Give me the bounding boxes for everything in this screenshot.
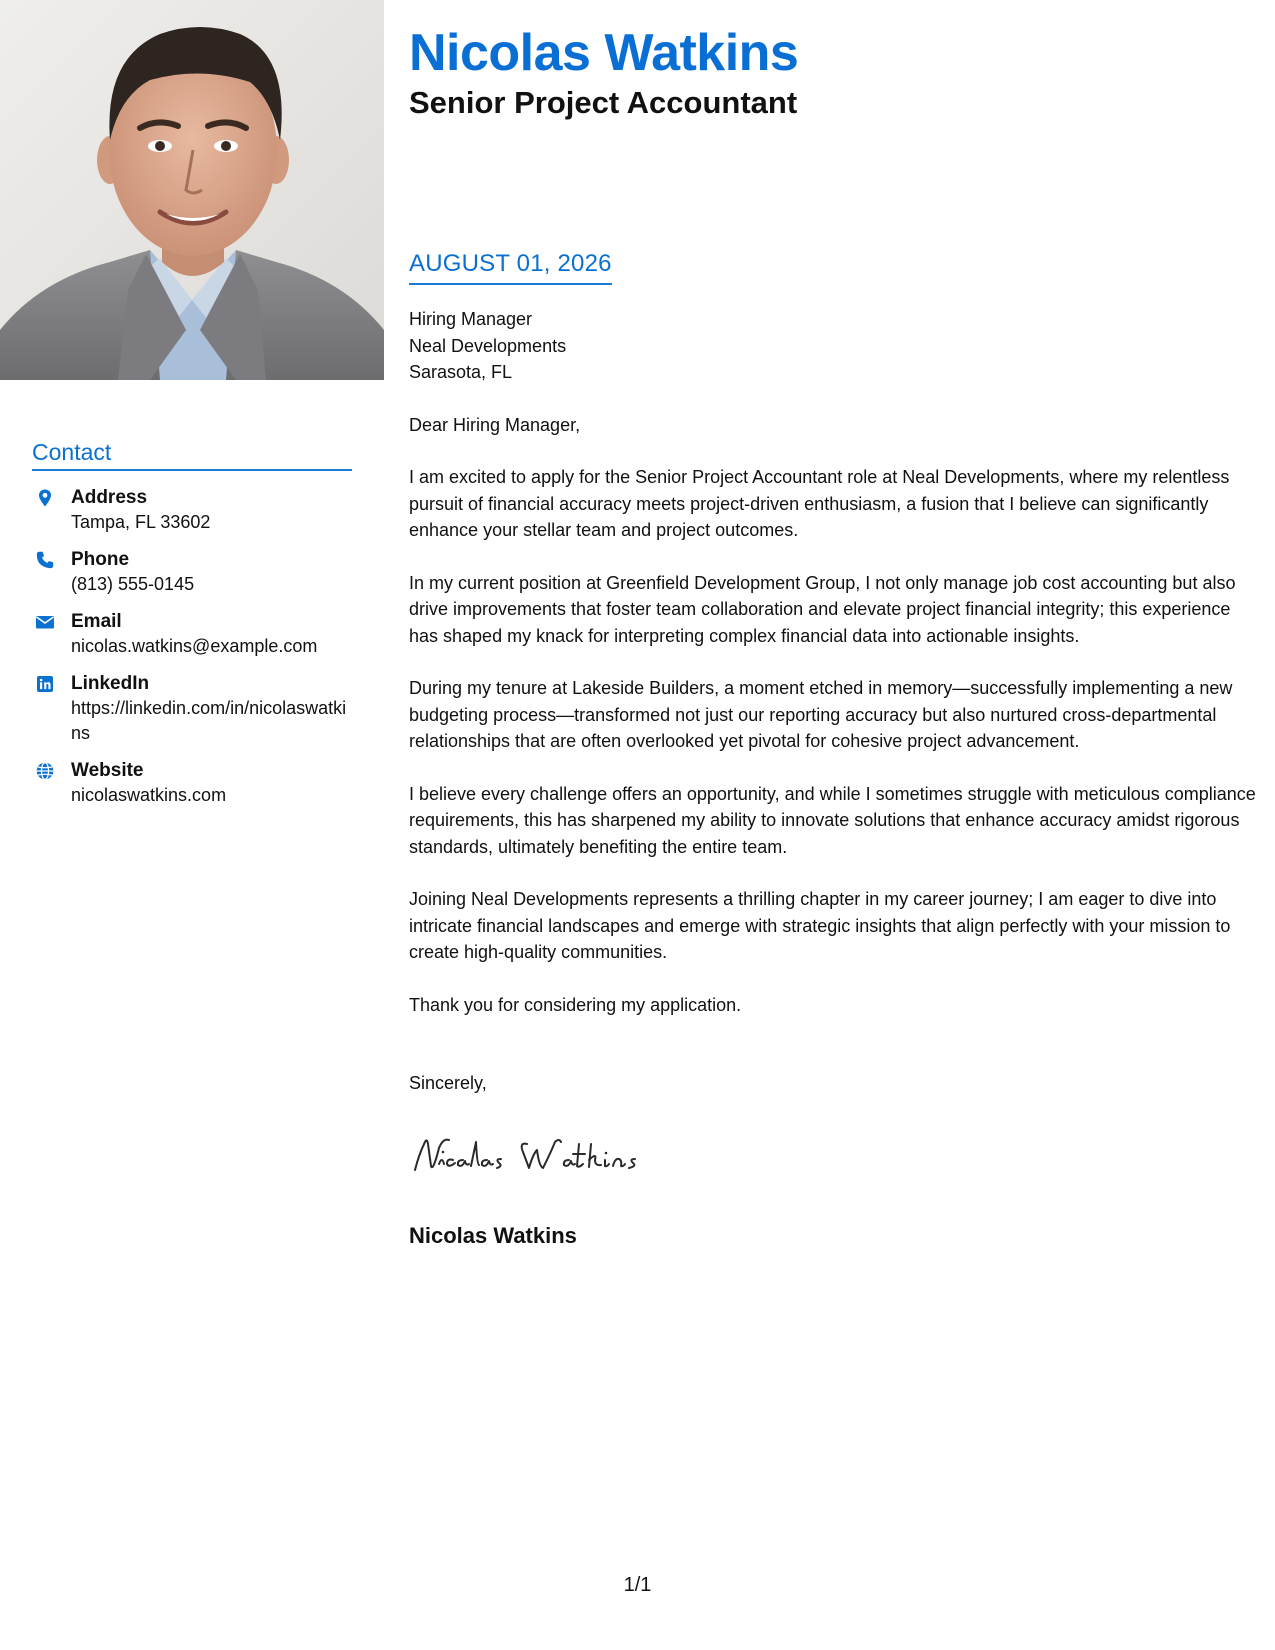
phone-icon — [35, 550, 55, 570]
globe-icon — [35, 761, 55, 781]
contact-item-phone — [32, 547, 352, 597]
contact-label: Address — [71, 487, 148, 508]
candidate-name: Nicolas Watkins — [409, 24, 799, 82]
location-pin-icon — [35, 488, 55, 508]
contact-label: Website — [71, 760, 144, 781]
contact-item-linkedin — [32, 671, 352, 746]
contact-label: Phone — [71, 549, 130, 570]
contact-label: LinkedIn — [71, 673, 150, 694]
letter-paragraph: During my tenure at Lakeside Builders, a moment etched in memory—successfully implementing a new budgeting process—transformed not just our reporting accuracy but also nurtured cross-departmental relationships that are often overlooked yet pivotal for cohesive project advancement. — [409, 678, 1233, 751]
linkedin-value[interactable]: https://linkedin.com/in/nicolaswatkins — [71, 698, 347, 743]
contact-item-address — [32, 485, 352, 535]
contact-list — [32, 485, 352, 808]
recipient-line: Sarasota, FL — [409, 362, 513, 382]
job-title: Senior Project Accountant — [409, 85, 798, 120]
contact-item-email — [32, 609, 352, 659]
letter-date: AUGUST 01, 2026 — [409, 248, 612, 285]
header — [409, 22, 1249, 122]
handwritten-signature — [409, 1130, 669, 1182]
phone-value: (813) 555-0145 — [71, 574, 195, 594]
letter-paragraph: Joining Neal Developments represents a thrilling chapter in my career journey; I am eager to dive into intricate financial landscapes and emerge with strategic insights that align perfectly with your mission to create high-quality communities. — [409, 889, 1231, 962]
recipient-line: Neal Developments — [409, 335, 567, 356]
contact-label: Email — [71, 611, 122, 632]
recipient-line: Hiring Manager — [409, 309, 533, 329]
contact-heading: Contact — [32, 438, 352, 471]
letter-paragraph: Thank you for considering my application. — [409, 994, 742, 1015]
envelope-icon — [35, 612, 55, 632]
signer-name: Nicolas Watkins — [409, 1223, 577, 1248]
page-number: 1/1 — [623, 1574, 652, 1596]
letter-paragraph: I believe every challenge offers an opportunity, and while I sometimes struggle with meticulous compliance requirements, this has sharpened my ability to innovate solutions that enhance accuracy amidst rigorous standards, ultimately benefiting the entire team. — [409, 783, 1256, 857]
recipient-block — [409, 306, 1259, 386]
website-value[interactable]: nicolaswatkins.com — [71, 785, 227, 805]
letter-paragraph: I am excited to apply for the Senior Project Accountant role at Neal Developments, where my relentless pursuit of financial accuracy meets project-driven enthusiasm, a fusion that I believe can significantly enhance your stellar team and project outcomes. — [409, 467, 1230, 540]
profile-photo — [0, 0, 384, 380]
letter-body — [409, 306, 1259, 1097]
letter-paragraph: In my current position at Greenfield Development Group, I not only manage job cost accounting but also drive improvements that foster team collaboration and elevate project financial integrity; this experience has shaped my knack for interpreting complex financial data into actionable insights. — [409, 572, 1236, 646]
salutation: Dear Hiring Manager, — [409, 414, 581, 435]
linkedin-icon — [35, 674, 55, 694]
contact-item-website — [32, 758, 352, 808]
address-value: Tampa, FL 33602 — [71, 512, 211, 532]
email-value[interactable]: nicolas.watkins@example.com — [71, 636, 318, 656]
closing: Sincerely, — [409, 1073, 487, 1093]
contact-section — [32, 438, 352, 820]
